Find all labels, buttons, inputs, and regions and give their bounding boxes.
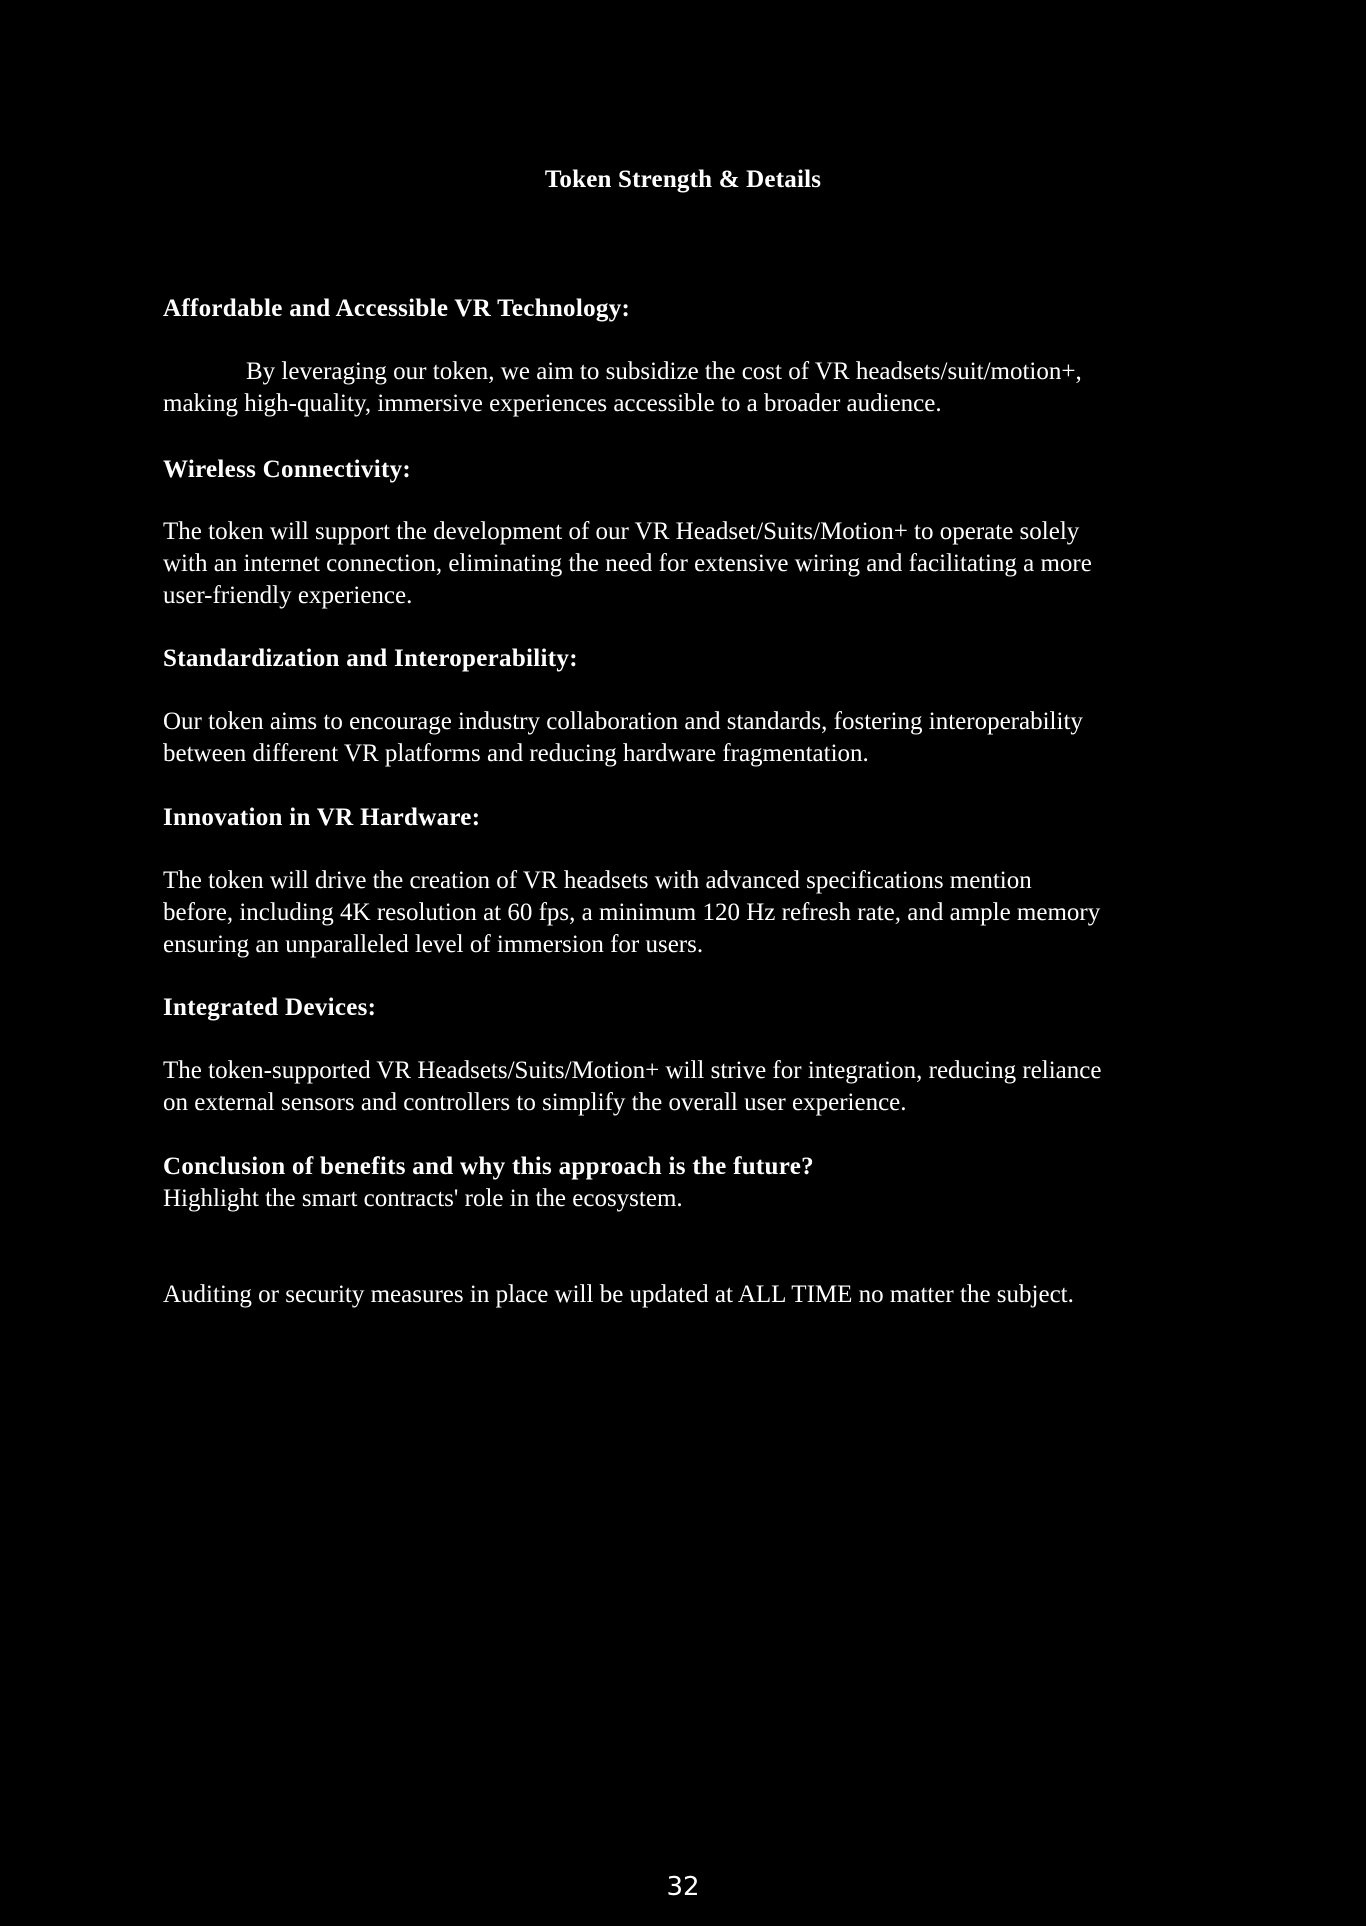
- page-title: Token Strength & Details: [544, 166, 822, 193]
- section-heading-innovation: Innovation in VR Hardware:: [163, 804, 481, 831]
- section-heading-standardization: Standardization and Interoperability:: [163, 645, 578, 672]
- section-body-integrated-devices: The token-supported VR Headsets/Suits/Motion+ will strive for integration, reducing reliance on external sensors and controllers to simplify the overall user experience.: [163, 1057, 1102, 1116]
- page-number: 32: [666, 1872, 700, 1902]
- section-heading-wireless: Wireless Connectivity:: [163, 456, 412, 483]
- section-body-innovation: The token will drive the creation of VR headsets with advanced specifications mention before, including 4K resolution at 60 fps, a minimum 120 Hz refresh rate, and ample memory ensuring an unparalleled level of immersion for users.: [163, 867, 1101, 958]
- section-heading-integrated-devices: Integrated Devices:: [163, 994, 377, 1021]
- section-heading-affordable-vr: Affordable and Accessible VR Technology:: [163, 295, 631, 322]
- auditing-note: Auditing or security measures in place will be updated at ALL TIME no matter the subject.: [163, 1281, 1074, 1308]
- section-body-standardization: Our token aims to encourage industry collaboration and standards, fostering interoperability between different VR platforms and reducing hardware fragmentation.: [163, 708, 1083, 767]
- section-body-wireless: The token will support the development of our VR Headset/Suits/Motion+ to operate solely with an internet connection, eliminating the need for extensive wiring and facilitating a more user-friendly experience.: [163, 518, 1092, 609]
- section-body-affordable-vr: By leveraging our token, we aim to subsidize the cost of VR headsets/suit/motion+, making high-quality, immersive experiences accessible to a broader audience.: [163, 358, 1082, 417]
- conclusion-heading: Conclusion of benefits and why this approach is the future?: [163, 1153, 814, 1180]
- conclusion-body: Highlight the smart contracts' role in the ecosystem.: [163, 1185, 683, 1212]
